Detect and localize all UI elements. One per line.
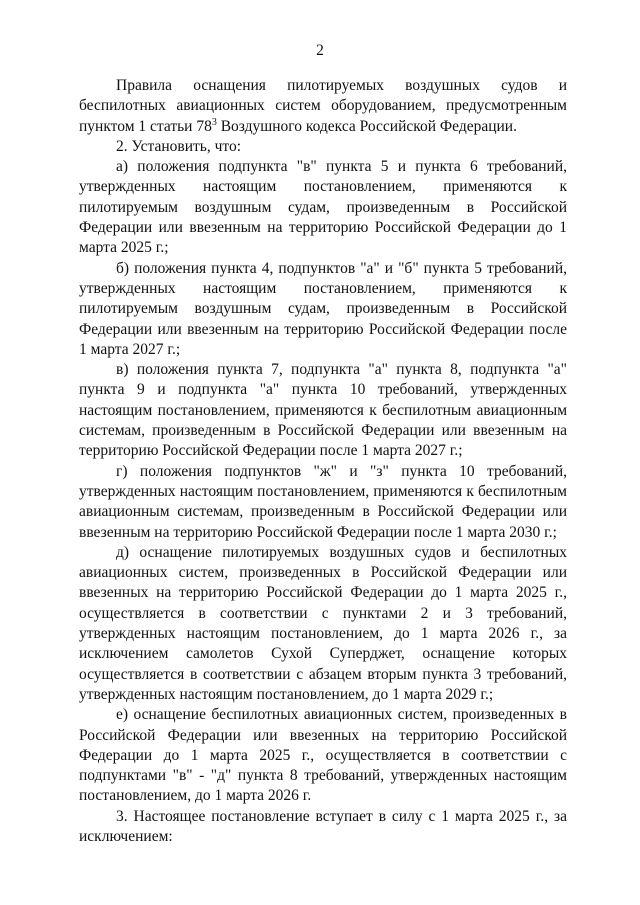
paragraph-item-3: 3. Настоящее постановление вступает в силу с 1 марта 2025 г., за исключением: — [79, 807, 567, 845]
paragraph-intro-text-end: Воздушного кодекса Российской Федерации. — [216, 117, 517, 135]
paragraph-item-2d: д) оснащение пилотируемых воздушных судов и беспилотных авиационных систем, произведенных в Российской Федерации или ввезенных на территорию Российской Федерации до 1 марта 2025 г., осуществляется в соответствии с пунктами 2 и 3 требований, утвержденных настоящим постановлением, до 1 марта 2026 г., за исключением самолетов Сухой Суперджет, оснащение которых осуществляется в соответствии с абзацем вторым пункта 3 требований, утвержденных настоящим постановлением, до 1 марта 2029 г.; — [79, 543, 567, 703]
document-body — [79, 76, 567, 847]
paragraph-item-2g: г) положения подпунктов "ж" и "з" пункта 10 требований, утвержденных настоящим постановлением, применяются к беспилотным авиационным системам, произведенным в Российской Федерации или ввезенным на территорию Российской Федерации после 1 марта 2030 г.; — [79, 462, 567, 541]
paragraph-item-2b: б) положения пункта 4, подпунктов "а" и "б" пункта 5 требований, утвержденных настоящим постановлением, применяются к пилотируемым воздушным судам, произведенным в Российской Федерации или ввезенным на территорию Российской Федерации после 1 марта 2027 г.; — [79, 259, 567, 358]
paragraph-item-2: 2. Установить, что: — [116, 137, 242, 155]
superscript: 3 — [211, 116, 217, 128]
paragraph-item-2a: а) положения подпункта "в" пункта 5 и пункта 6 требований, утвержденных настоящим постановлением, применяются к пилотируемым воздушным судам, произведенным в Российской Федерации или ввезенным на территорию Российской Федерации до 1 марта 2025 г.; — [79, 158, 567, 257]
paragraph-item-2e: е) оснащение беспилотных авиационных систем, произведенных в Российской Федерации или ввезенных на территорию Российской Федерации до 1 марта 2025 г., осуществляется в соответствии с подпунктами "в" - "д" пункта 8 требований, утвержденных настоящим постановлением, до 1 марта 2026 г. — [79, 706, 567, 805]
paragraph-item-2v: в) положения пункта 7, подпункта "а" пункта 8, подпункта "а" пункта 9 и подпункта "а" пункта 10 требований, утвержденных настоящим постановлением, применяются к беспилотным авиационным системам, произведенным в Российской Федерации или ввезенным на территорию Российской Федерации после 1 марта 2027 г.; — [79, 361, 567, 460]
paragraph-intro-text: Правила оснащения пилотируемых воздушных судов и беспилотных авиационных систем оборудованием, предусмотренным пунктом 1 статьи 78 — [79, 77, 567, 135]
page-number: 2 — [316, 42, 324, 59]
paragraph-intro — [79, 76, 567, 137]
